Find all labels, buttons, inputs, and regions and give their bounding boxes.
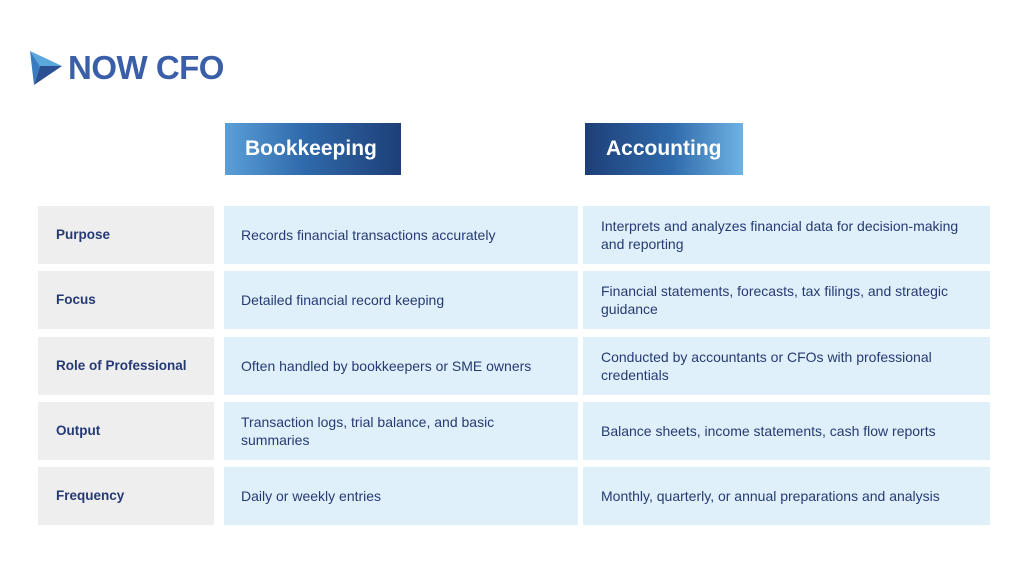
now-cfo-arrow-logo-icon: [28, 49, 64, 87]
accounting-cell: Monthly, quarterly, or annual preparations and analysis: [583, 467, 990, 525]
accounting-column-header: Accounting: [585, 123, 743, 175]
row-label: Focus: [38, 271, 214, 329]
bookkeeping-cell: Detailed financial record keeping: [224, 271, 578, 329]
brand-name: NOW CFO: [68, 49, 224, 86]
accounting-cell: Balance sheets, income statements, cash flow reports: [583, 402, 990, 460]
row-label: Purpose: [38, 206, 214, 264]
accounting-cell: Financial statements, forecasts, tax filings, and strategic guidance: [583, 271, 990, 329]
bookkeeping-cell: Often handled by bookkeepers or SME owners: [224, 337, 578, 395]
row-label: Frequency: [38, 467, 214, 525]
bookkeeping-cell: Transaction logs, trial balance, and basic summaries: [224, 402, 578, 460]
row-label: Output: [38, 402, 214, 460]
bookkeeping-cell: Records financial transactions accurately: [224, 206, 578, 264]
row-label: Role of Professional: [38, 337, 214, 395]
brand-logo: [28, 48, 224, 88]
accounting-cell: Interprets and analyzes financial data for decision-making and reporting: [583, 206, 990, 264]
bookkeeping-column-header: Bookkeeping: [225, 123, 401, 175]
accounting-cell: Conducted by accountants or CFOs with professional credentials: [583, 337, 990, 395]
bookkeeping-cell: Daily or weekly entries: [224, 467, 578, 525]
